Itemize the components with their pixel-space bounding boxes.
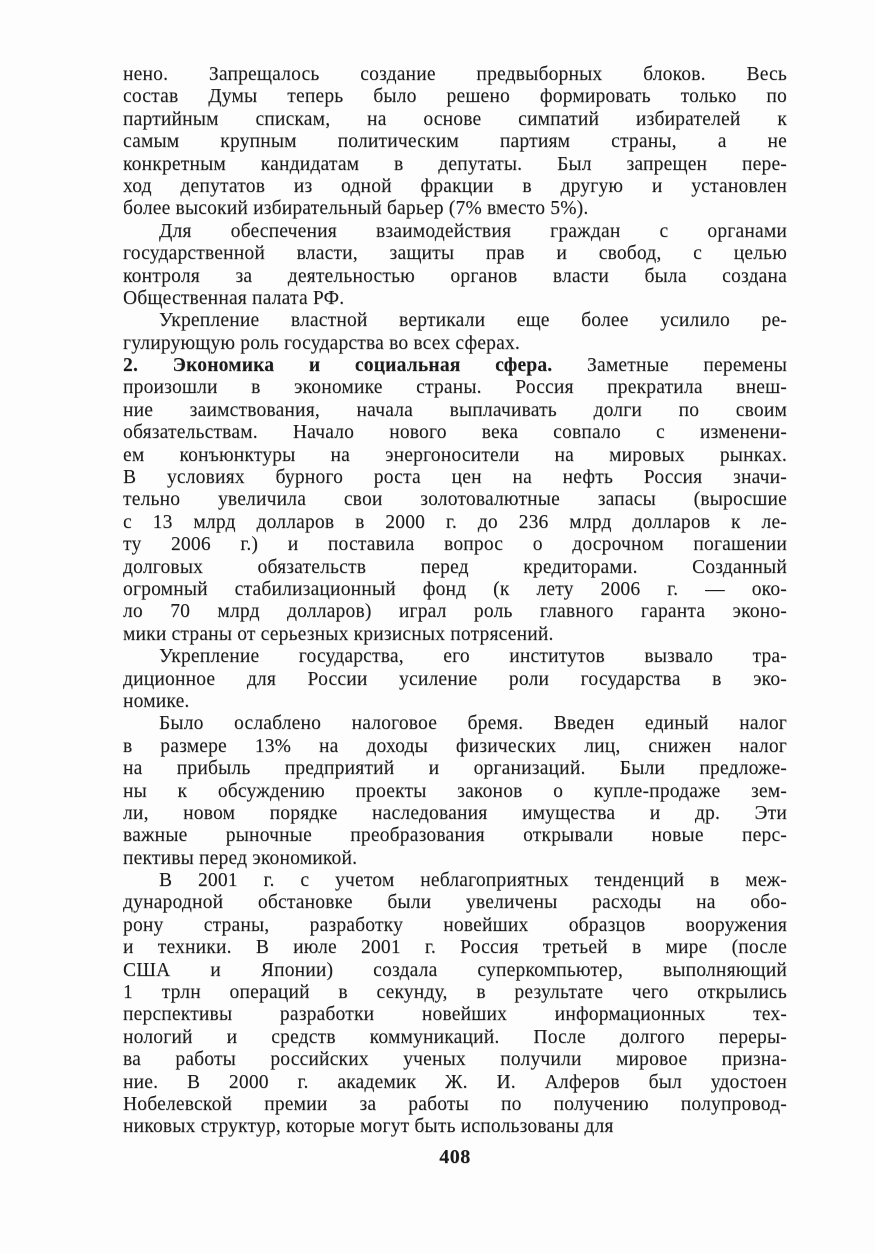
- text-segment: Заметные перемены: [552, 355, 787, 377]
- text-line: произошли в экономике страны. Россия прекратила внеш-: [123, 377, 787, 399]
- page-number: 408: [439, 1146, 471, 1168]
- text-line: огромный стабилизационный фонд (к лету 2006 г. — око-: [123, 578, 787, 600]
- paragraph: [123, 355, 787, 646]
- paragraph: [123, 870, 787, 1139]
- text-line: состав Думы теперь было решено формировать только по: [123, 86, 787, 108]
- paragraph: [123, 221, 787, 311]
- text-line: рону страны, разработку новейших образцов вооружения: [123, 914, 787, 936]
- text-line: никовых структур, которые могут быть использованы для: [123, 1116, 614, 1138]
- text-line: ние заимствования, начала выплачивать долги по своим: [123, 399, 787, 421]
- text-line: ли, новом порядке наследования имущества и др. Эти: [123, 802, 787, 824]
- text-line: пективы перед экономикой.: [123, 847, 358, 869]
- text-line: Было ослаблено налоговое бремя. Введен единый налог: [159, 713, 787, 735]
- text-line: самым крупным политическим партиям страны, а не: [123, 131, 787, 153]
- text-line: Общественная палата РФ.: [123, 287, 345, 309]
- text-line: диционное для России усиление роли государства в эко-: [123, 668, 787, 690]
- text-line: перспективы разработки новейших информационных тех-: [123, 1004, 787, 1026]
- text-line: Для обеспечения взаимодействия граждан с органами: [159, 220, 787, 242]
- text-line: и техники. В июле 2001 г. Россия третьей в мире (после: [123, 937, 787, 959]
- text-line: мики страны от серьезных кризисных потрясений.: [123, 623, 554, 645]
- paragraph: [123, 310, 787, 355]
- text-line: важные рыночные преобразования открывали новые перс-: [123, 825, 787, 847]
- text-line: в размере 13% на доходы физических лиц, снижен налог: [123, 735, 787, 757]
- text-line: конкретным кандидатам в депутаты. Был запрещен пере-: [123, 153, 787, 175]
- text-line: ло 70 млрд долларов) играл роль главного гаранта эконо-: [123, 601, 787, 623]
- text-line: Укрепление государства, его институтов вызвало тра-: [159, 646, 787, 668]
- paragraph: [123, 64, 787, 221]
- paragraph: [123, 646, 787, 713]
- text-line: В 2001 г. с учетом неблагоприятных тенденций в меж-: [159, 870, 787, 892]
- text-line: ту 2006 г.) и поставила вопрос о досрочном погашении: [123, 534, 787, 556]
- text-line: В условиях бурного роста цен на нефть Россия значи-: [123, 467, 787, 489]
- text-line: партийным спискам, на основе симпатий избирателей к: [123, 108, 787, 130]
- text-line: Нобелевской премии за работы по получению полупровод-: [123, 1093, 787, 1115]
- text-line: дународной обстановке были увеличены расходы на обо-: [123, 892, 787, 914]
- text-line: более высокий избирательный барьер (7% вместо 5%).: [123, 198, 589, 220]
- text-line: на прибыль предприятий и организаций. Были предложе-: [123, 758, 787, 780]
- text-line: ход депутатов из одной фракции в другую и установлен: [123, 175, 787, 197]
- text-line: ны к обсуждению проекты законов о купле-продаже зем-: [123, 780, 787, 802]
- text-line: обязательствам. Начало нового века совпало с изменени-: [123, 422, 787, 444]
- text-block: [123, 64, 787, 1139]
- text-line: контроля за деятельностью органов власти была создана: [123, 265, 787, 287]
- text-line: [123, 355, 787, 377]
- text-line: 1 трлн операций в секунду, в результате чего открылись: [123, 982, 787, 1004]
- text-line: государственной власти, защиты прав и свобод, с целью: [123, 243, 787, 265]
- text-line: ем конъюнктуры на энергоносители на мировых рынках.: [123, 444, 787, 466]
- text-line: США и Японии) создала суперкомпьютер, выполняющий: [123, 959, 787, 981]
- text-line: нологий и средств коммуникаций. После долгого переры-: [123, 1026, 787, 1048]
- text-line: долговых обязательств перед кредиторами. Созданный: [123, 556, 787, 578]
- text-line: с 13 млрд долларов в 2000 г. до 236 млрд долларов к ле-: [123, 511, 787, 533]
- text-line: гулирующую роль государства во всех сферах.: [123, 332, 520, 354]
- text-line: ние. В 2000 г. академик Ж. И. Алферов был удостоен: [123, 1071, 787, 1093]
- text-line: номике.: [123, 690, 190, 712]
- text-line: Укрепление властной вертикали еще более усилило ре-: [159, 310, 787, 332]
- paragraph: [123, 713, 787, 870]
- text-line: нено. Запрещалось создание предвыборных блоков. Весь: [123, 64, 787, 85]
- section-heading: 2. Экономика и социальная сфера.: [123, 355, 553, 377]
- text-line: ва работы российских ученых получили мировое призна-: [123, 1049, 787, 1071]
- text-line: тельно увеличила свои золотовалютные запасы (выросшие: [123, 489, 787, 511]
